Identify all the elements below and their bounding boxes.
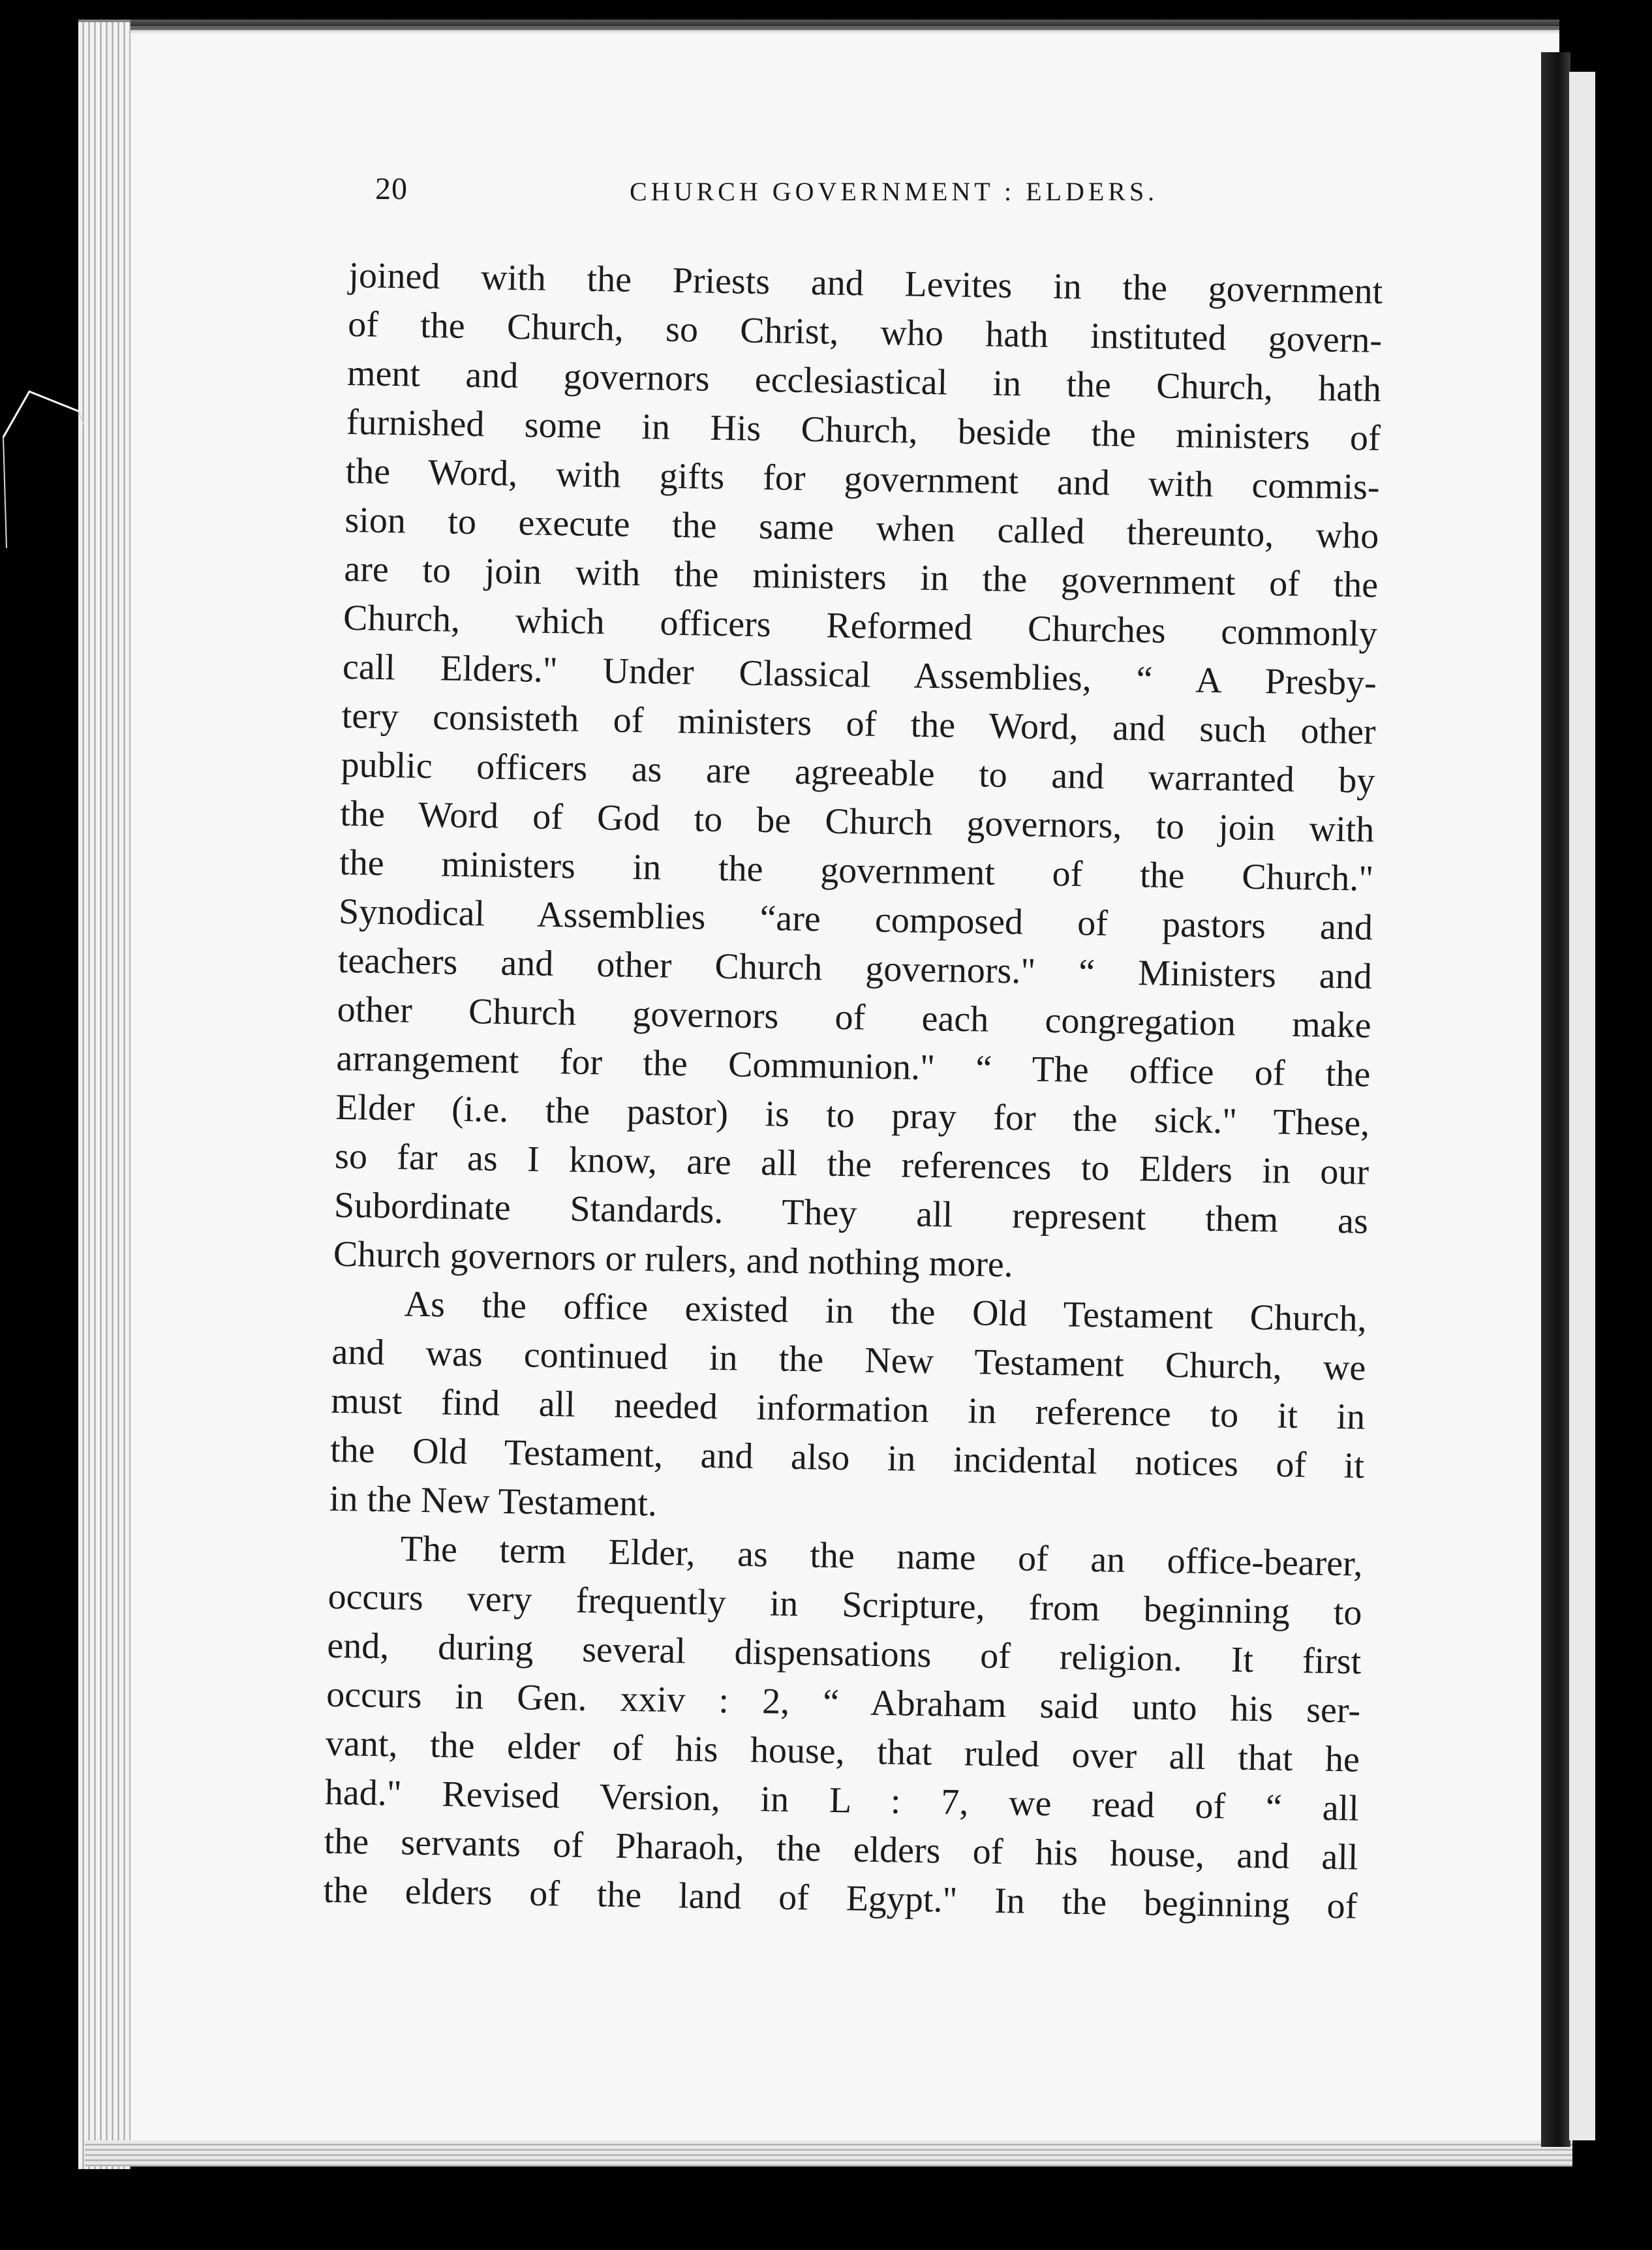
page-number: 20 bbox=[375, 172, 408, 206]
text-line: The term Elder, as the name of an office-bearer, bbox=[400, 1528, 1364, 1584]
text-line: the servants of Pharaoh, the elders of his house, and all bbox=[324, 1821, 1359, 1878]
text-line: the Word of God to be Church governors, to join with bbox=[339, 793, 1375, 850]
text-line: Synodical Assemblies “are composed of pastors and bbox=[338, 891, 1373, 948]
text-line: tery consisteth of ministers of the Word, and such other bbox=[341, 695, 1377, 752]
text-line: arrangement for the Communion." “ The office of the bbox=[336, 1038, 1371, 1095]
text-line: occurs in Gen. xxiv : 2, “ Abraham said unto his ser- bbox=[326, 1674, 1361, 1731]
book-binding bbox=[1541, 52, 1570, 2147]
facing-page-edge bbox=[1569, 72, 1595, 2140]
paragraph bbox=[333, 251, 1383, 1295]
text-line: teachers and other Church governors." “ Ministers and bbox=[337, 940, 1373, 997]
text-line: and was continued in the New Testament Church, we bbox=[331, 1331, 1366, 1389]
text-line: Church, which officers Reformed Churches commonly bbox=[343, 597, 1378, 655]
text-line: furnished some in His Church, beside the ministers of bbox=[346, 401, 1381, 459]
paragraph bbox=[329, 1279, 1367, 1540]
paragraph bbox=[323, 1524, 1363, 1932]
running-head bbox=[375, 171, 1243, 223]
text-line: ment and governors ecclesiastical in the Church, hath bbox=[346, 352, 1382, 410]
text-line: Subordinate Standards. They all represent them as bbox=[333, 1184, 1369, 1242]
text-line: in the New Testament. bbox=[329, 1478, 658, 1524]
text-line: the elders of the land of Egypt." In the beginning of bbox=[323, 1870, 1358, 1927]
text-line: must find all needed information in reference to it in bbox=[330, 1380, 1366, 1438]
text-line: Elder (i.e. the pastor) is to pray for the sick." These, bbox=[335, 1086, 1370, 1144]
bookmark-thread-icon bbox=[0, 385, 85, 581]
text-line: the ministers in the government of the Church." bbox=[339, 842, 1374, 899]
running-head-title: CHURCH GOVERNMENT : ELDERS. bbox=[630, 177, 1159, 206]
page-edges-left bbox=[78, 20, 130, 2169]
text-line: As the office existed in the Old Testament Church, bbox=[404, 1284, 1367, 1340]
text-line: had." Revised Version, in L : 7, we read of “ all bbox=[324, 1772, 1360, 1829]
text-line: sion to execute the same when called thereunto, who bbox=[344, 499, 1379, 557]
text-line: public officers as are agreeable to and warranted by bbox=[341, 744, 1375, 801]
body-text bbox=[323, 251, 1383, 1932]
text-line: Church governors or rulers, and nothing more. bbox=[333, 1233, 1014, 1286]
text-line: the Word, with gifts for government and with commis- bbox=[345, 450, 1380, 508]
bookmark-thread bbox=[0, 385, 85, 581]
text-line: end, during several dispensations of religion. It first bbox=[326, 1625, 1362, 1682]
text-line: other Church governors of each congregation make bbox=[337, 989, 1372, 1046]
text-line: are to join with the ministers in the government of the bbox=[343, 548, 1379, 606]
text-line: of the Church, so Christ, who hath instituted govern- bbox=[347, 303, 1383, 361]
text-line: joined with the Priests and Levites in the government bbox=[348, 254, 1383, 312]
text-line: the Old Testament, and also in incidental notices of it bbox=[329, 1429, 1365, 1487]
text-line: so far as I know, are all the references to Elders in our bbox=[334, 1135, 1369, 1193]
page-top-shadow bbox=[130, 20, 1559, 34]
text-line: call Elders." Under Classical Assemblies, “ A Presby- bbox=[342, 646, 1377, 703]
text-line: vant, the elder of his house, that ruled over all that he bbox=[325, 1723, 1360, 1780]
page-edges-bottom bbox=[85, 2140, 1572, 2166]
text-line: occurs very frequently in Scripture, from beginning to bbox=[328, 1576, 1362, 1633]
